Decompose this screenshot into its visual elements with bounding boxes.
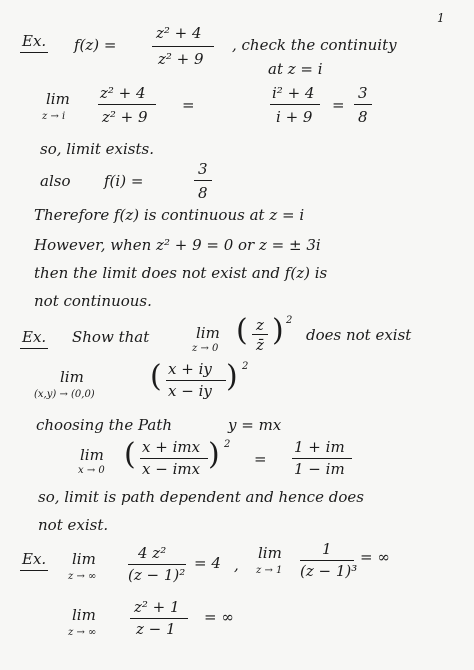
right-paren: ) [226, 359, 238, 394]
example-label: Ex. [22, 328, 47, 346]
limit-value: = 4 [194, 554, 221, 572]
label-underline [20, 570, 48, 571]
fi-fraction-bar [194, 180, 212, 181]
left-paren: ( [124, 437, 136, 472]
left-paren: ( [236, 313, 248, 348]
equals-sign: = [254, 450, 267, 468]
path-dependent-line: so, limit is path dependent and hence does [38, 488, 364, 506]
not-exist-line: not exist. [38, 516, 109, 534]
limit-fraction-bar [98, 104, 156, 105]
fraction-bar [252, 334, 268, 335]
limit-word: lim [196, 324, 220, 342]
function-lhs: f(z) = [74, 36, 117, 54]
right-paren: ) [208, 437, 220, 472]
limit-subscript: z → ∞ [68, 571, 97, 582]
limit-word: lim [72, 606, 96, 624]
example-label: Ex. [22, 32, 47, 50]
limit-subscript: (x,y) → (0,0) [34, 389, 95, 400]
also-text: also [40, 172, 71, 190]
result-numerator: 3 [358, 84, 368, 102]
limit-subscript: z → i [42, 111, 66, 122]
not-continuous-line: not continuous. [34, 292, 152, 310]
check-instruction: , check the continuity [232, 36, 397, 54]
fraction-numerator: z² + 1 [134, 598, 180, 616]
fraction-numerator: x + iy [168, 360, 212, 378]
then-line: then the limit does not exist and f(z) is [34, 264, 328, 282]
fraction-numerator: x + imx [142, 438, 201, 456]
fraction-denominator: x − iy [168, 382, 212, 400]
value-numerator: i² + 4 [272, 84, 315, 102]
power: 2 [286, 315, 293, 326]
label-underline [20, 52, 48, 53]
limit-value: = ∞ [360, 548, 390, 566]
limit-value: = ∞ [204, 608, 234, 626]
right-paren: ) [272, 313, 284, 348]
result-numerator: 1 + im [294, 438, 345, 456]
equals-sign: = [182, 96, 195, 114]
result-fraction-bar [292, 458, 352, 459]
fraction-bar [128, 564, 186, 565]
fraction-bar [166, 380, 226, 381]
does-not-exist-text: does not exist [306, 326, 412, 344]
value-denominator: i + 9 [276, 108, 313, 126]
fraction-bar [152, 46, 214, 47]
fraction-numerator: z² + 4 [156, 24, 202, 42]
limit-word: lim [46, 90, 70, 108]
limit-denominator: z² + 9 [102, 108, 148, 126]
result-fraction-bar [354, 104, 372, 105]
fraction-numerator: 1 [322, 540, 332, 558]
check-point: at z = i [268, 60, 323, 78]
fraction-denominator: z² + 9 [158, 50, 204, 68]
fraction-denominator: z̄ [256, 336, 264, 354]
therefore-line: Therefore f(z) is continuous at z = i [34, 206, 305, 224]
result-denominator: 8 [358, 108, 368, 126]
left-paren: ( [150, 359, 162, 394]
power: 2 [242, 361, 249, 372]
limit-word: lim [80, 446, 104, 464]
value-fraction-bar [270, 104, 320, 105]
limit-subscript: z → 0 [192, 343, 219, 354]
limit-exists-line: so, limit exists. [40, 140, 155, 158]
choosing-path-text: choosing the Path [36, 416, 173, 434]
limit-word: lim [258, 544, 282, 562]
equals-sign: = [332, 96, 345, 114]
path-equation: y = mx [228, 416, 282, 434]
limit-word: lim [72, 550, 96, 568]
fi-numerator: 3 [198, 160, 208, 178]
however-line: However, when z² + 9 = 0 or z = ± 3i [34, 236, 321, 254]
label-underline [20, 348, 48, 349]
limit-subscript: z → 1 [256, 565, 283, 576]
fraction-denominator: (z − 1)³ [300, 562, 358, 580]
example-label: Ex. [22, 550, 47, 568]
fraction-numerator: 4 z² [138, 544, 167, 562]
fraction-bar [140, 458, 208, 459]
limit-numerator: z² + 4 [100, 84, 146, 102]
separator-comma: , [234, 556, 239, 574]
show-that-text: Show that [72, 328, 150, 346]
limit-word: lim [60, 368, 84, 386]
f-of-i: f(i) = [104, 172, 144, 190]
result-denominator: 1 − im [294, 460, 345, 478]
power: 2 [224, 439, 231, 450]
fraction-denominator: x − imx [142, 460, 201, 478]
fraction-numerator: z [256, 316, 264, 334]
page-number: 1 [437, 11, 445, 25]
limit-subscript: x → 0 [78, 465, 105, 476]
fraction-denominator: z − 1 [136, 620, 176, 638]
fraction-bar [300, 560, 354, 561]
limit-subscript: z → ∞ [68, 627, 97, 638]
fi-denominator: 8 [198, 184, 208, 202]
fraction-bar [130, 618, 188, 619]
fraction-denominator: (z − 1)² [128, 566, 186, 584]
